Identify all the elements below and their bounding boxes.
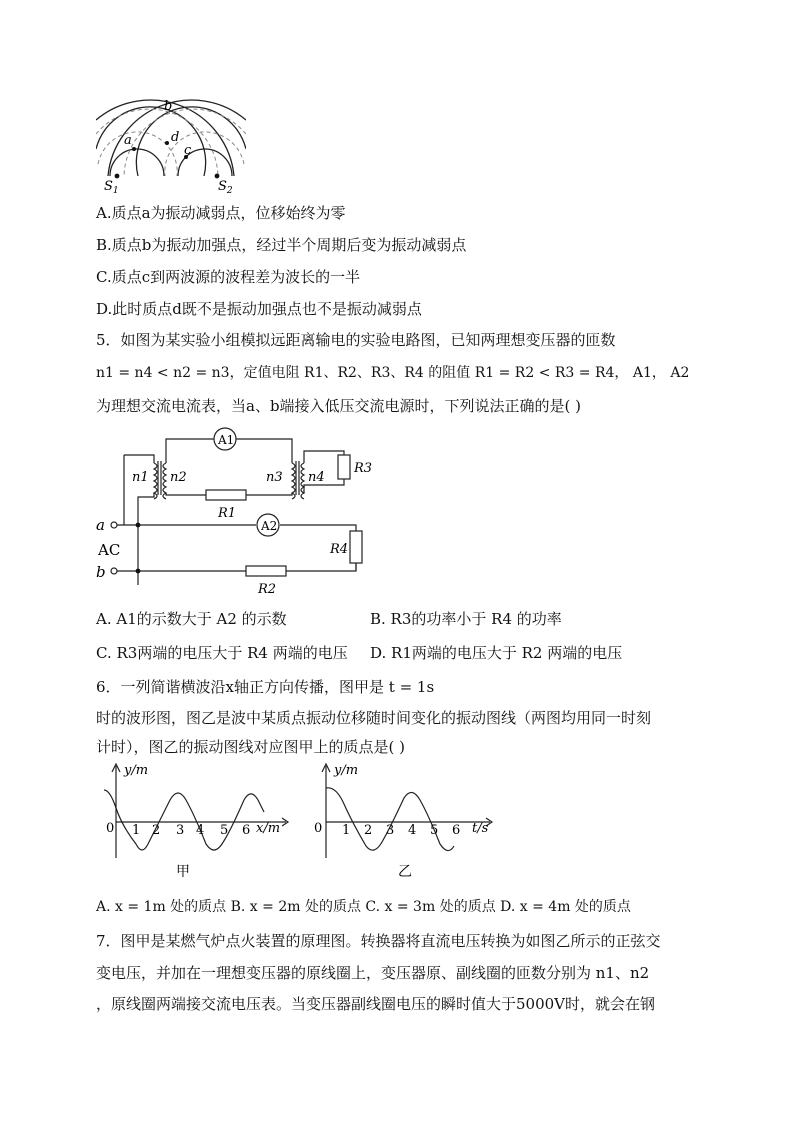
graph-yi-origin: 0: [314, 821, 323, 836]
q7-stem-line3: ，原线圈两端接交流电压表。当变压器副线圈电压的瞬时值大于5000V时，就会在钢: [96, 995, 656, 1013]
graph-yi-tick: 1: [342, 823, 351, 838]
point-label-d: d: [171, 130, 180, 145]
q5-stem-line3: 为理想交流电流表，当a、b端接入低压交流电源时，下列说法正确的是( ): [96, 397, 582, 415]
q5-option-b: B. R3的功率小于 R4 的功率: [370, 610, 562, 628]
graph-yi-tick: 6: [452, 823, 461, 838]
resistor-r3-label: R3: [354, 461, 373, 476]
q6-stem-line2: 时的波形图，图乙是波中某质点振动位移随时间变化的振动图线（两图均用同一时刻: [96, 709, 652, 727]
graph-jia-tick: 5: [220, 823, 229, 838]
wave-interference-figure: [96, 94, 246, 194]
transmission-circuit-diagram: [94, 425, 384, 600]
q4-option-c: C.质点c到两波源的波程差为波长的一半: [96, 268, 361, 286]
graph-jia-tick: 2: [152, 823, 161, 838]
source-label-s2: $S_2$: [218, 179, 233, 194]
ac-source-label: AC: [98, 541, 121, 559]
ammeter-a1-label: A1: [218, 433, 235, 447]
graph-jia-tick: 3: [176, 823, 185, 838]
wave-graph-jia: [96, 760, 296, 885]
graph-yi-tick: 4: [408, 823, 417, 838]
point-label-a: a: [124, 133, 132, 148]
ammeter-a2-label: A2: [261, 519, 278, 533]
graph-jia-origin: 0: [106, 821, 115, 836]
graph-jia-xlabel: x/m: [256, 821, 281, 836]
graph-jia-tick: 1: [132, 823, 141, 838]
graph-yi-xlabel: t/s: [472, 821, 489, 836]
graph-jia-tick: 6: [242, 823, 251, 838]
q7-stem-line2: 变电压，并加在一理想变压器的原线圈上，变压器原、副线圈的匝数分别为 n1、n2: [96, 964, 650, 982]
q5-stem-line2: n1 = n4 < n2 = n3，定值电阻 R1、R2、R3、R4 的阻值 R1 = R2 < R3 = R4， A1， A2: [96, 365, 690, 381]
terminal-a-label: a: [96, 516, 105, 534]
vibration-graph-yi: [308, 760, 498, 885]
q6-options: A. x = 1m 处的质点 B. x = 2m 处的质点 C. x = 3m 处的质点 D. x = 4m 处的质点: [96, 899, 631, 915]
graph-jia-ylabel: y/m: [124, 763, 149, 778]
resistor-r1-label: R1: [218, 506, 237, 521]
graph-yi-ylabel: y/m: [334, 763, 359, 778]
q6-stem-line1: 6．一列简谐横波沿x轴正方向传播，图甲是 t = 1s: [96, 678, 435, 696]
graph-jia-tick: 4: [196, 823, 205, 838]
point-label-c: c: [184, 143, 192, 158]
q6-stem-line3: 计时），图乙的振动图线对应图甲上的质点是( ): [96, 738, 405, 756]
q5-option-c: C. R3两端的电压大于 R4 两端的电压: [96, 644, 348, 662]
graph-yi-tick: 5: [430, 823, 439, 838]
coil-n1-label: n1: [132, 470, 149, 485]
coil-n2-label: n2: [170, 470, 187, 485]
q4-option-d: D.此时质点d既不是振动加强点也不是振动减弱点: [96, 300, 422, 318]
resistor-r4-label: R4: [330, 542, 349, 557]
graph-jia-caption: 甲: [176, 864, 190, 880]
coil-n4-label: n4: [308, 470, 325, 485]
coil-n3-label: n3: [266, 470, 283, 485]
source-label-s1: $S_1$: [104, 179, 119, 194]
terminal-b-label: b: [96, 563, 106, 581]
q7-stem-line1: 7．图甲是某燃气炉点火装置的原理图。转换器将直流电压转换为如图乙所示的正弦交: [96, 932, 661, 950]
point-label-b: b: [164, 99, 173, 114]
graph-yi-tick: 3: [386, 823, 395, 838]
q5-option-d: D. R1两端的电压大于 R2 两端的电压: [370, 644, 623, 662]
q5-option-a: A. A1的示数大于 A2 的示数: [96, 610, 287, 628]
graph-yi-caption: 乙: [398, 864, 412, 880]
resistor-r2-label: R2: [258, 582, 277, 597]
q4-option-b: B.质点b为振动加强点，经过半个周期后变为振动减弱点: [96, 236, 467, 254]
q5-stem-line1: 5．如图为某实验小组模拟远距离输电的实验电路图，已知两理想变压器的匝数: [96, 331, 616, 349]
graph-yi-tick: 2: [364, 823, 373, 838]
q4-option-a: A.质点a为振动减弱点，位移始终为零: [96, 204, 346, 222]
